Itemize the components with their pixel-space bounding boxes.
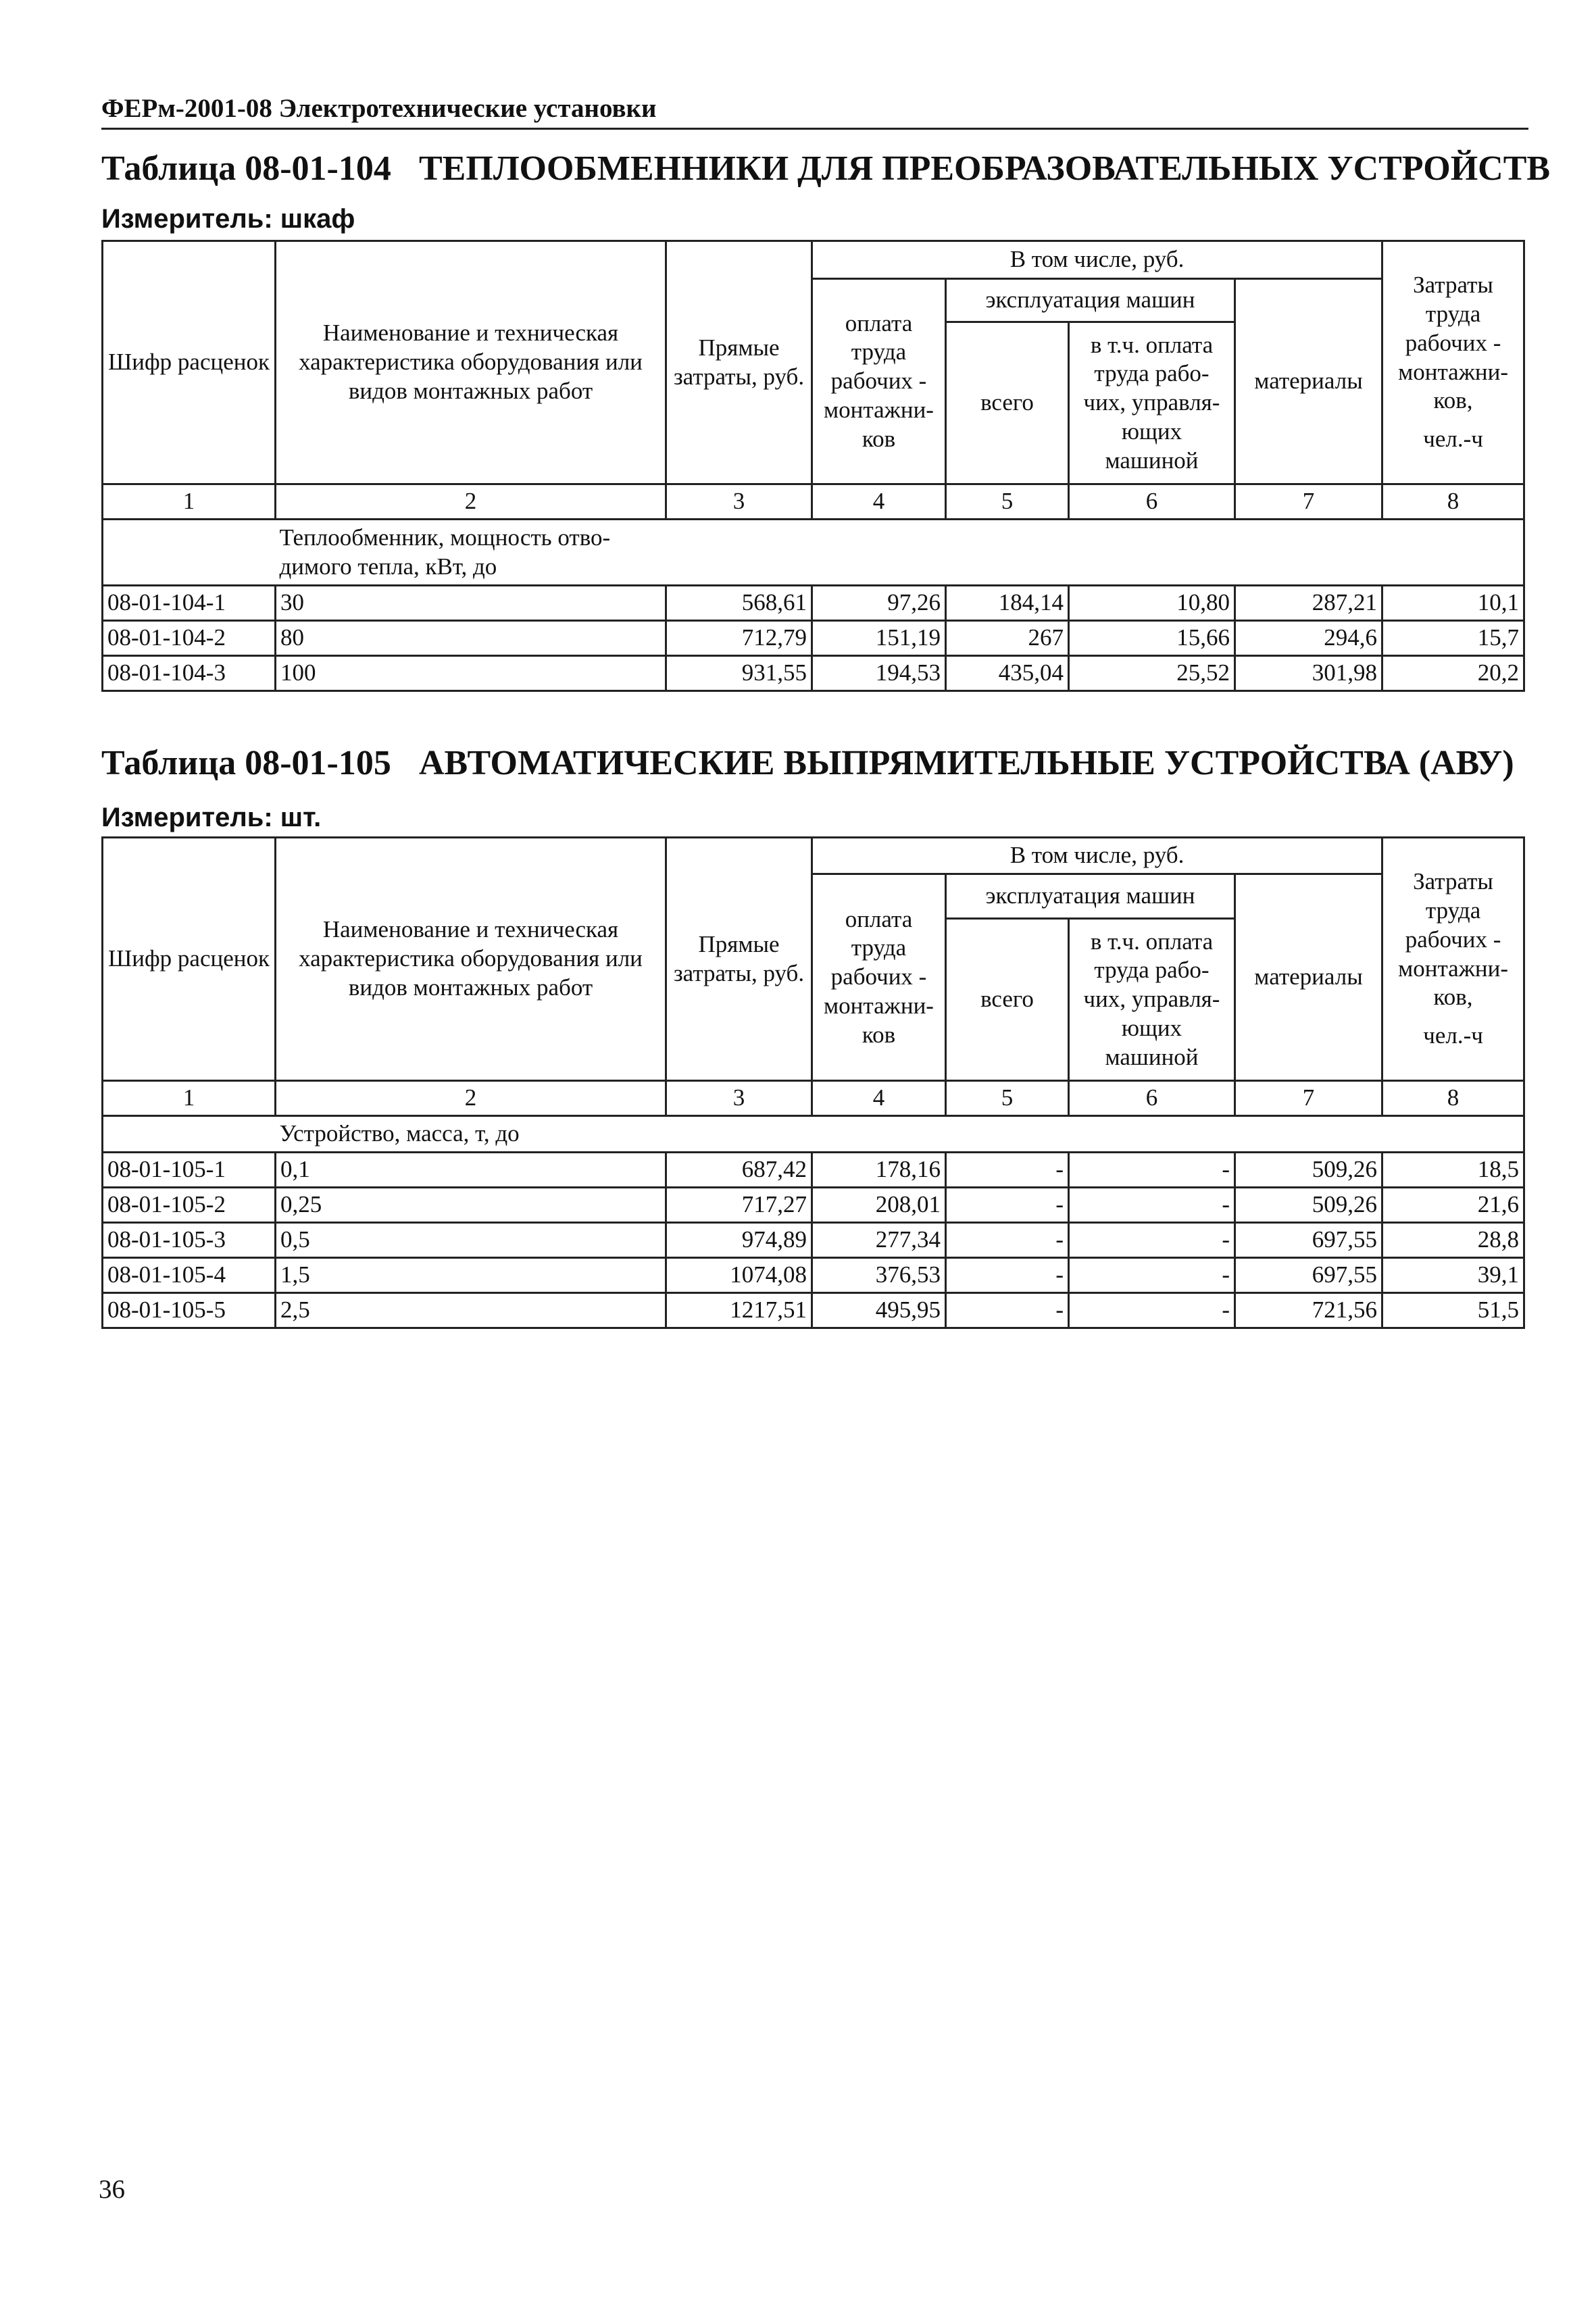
cell-machines-total: - xyxy=(946,1293,1069,1328)
header-machines-labor: в т.ч. оплата труда рабо-чих, управля-ющих машиной xyxy=(1069,322,1235,484)
cell-materials: 287,21 xyxy=(1235,586,1382,621)
table-104-number: Таблица 08-01-104 xyxy=(101,149,391,188)
header-direct: Прямые затраты, руб. xyxy=(666,838,812,1081)
cell-labor: 51,5 xyxy=(1382,1293,1524,1328)
cell-materials: 697,55 xyxy=(1235,1258,1382,1293)
cell-workers: 151,19 xyxy=(812,621,946,656)
table-105-title xyxy=(101,743,1528,783)
header-direct: Прямые затраты, руб. xyxy=(666,241,812,484)
section-label-text: Теплообменник, мощность отво-димого тепла, кВт, до xyxy=(279,524,611,580)
header-machines-total: всего xyxy=(946,322,1069,484)
cell-code: 08-01-104-2 xyxy=(103,621,276,656)
page-header: ФЕРм-2001-08 Электротехнические установки xyxy=(101,93,1528,130)
cell-code: 08-01-104-3 xyxy=(103,656,276,691)
table-row xyxy=(103,1258,1524,1293)
cell-name: 1,5 xyxy=(276,1258,666,1293)
cell-machines-labor: - xyxy=(1069,1188,1235,1223)
cell-labor: 39,1 xyxy=(1382,1258,1524,1293)
cell-code: 08-01-105-5 xyxy=(103,1293,276,1328)
cell-labor: 28,8 xyxy=(1382,1223,1524,1258)
index-4: 4 xyxy=(812,484,946,520)
section-label: Устройство, масса, т, до xyxy=(276,1116,1524,1153)
header-labor-text: Затраты труда рабочих - монтажни-ков, xyxy=(1398,272,1509,414)
cell-materials: 697,55 xyxy=(1235,1223,1382,1258)
cell-labor: 21,6 xyxy=(1382,1188,1524,1223)
table-105 xyxy=(101,836,1525,1329)
header-machines-labor: в т.ч. оплата труда рабо-чих, управля-ющих машиной xyxy=(1069,919,1235,1081)
cell-code: 08-01-105-4 xyxy=(103,1258,276,1293)
header-machines: эксплуатация машин xyxy=(946,874,1235,919)
cell-workers: 376,53 xyxy=(812,1258,946,1293)
cell-machines-labor: 10,80 xyxy=(1069,586,1235,621)
cell-workers: 208,01 xyxy=(812,1188,946,1223)
cell-machines-labor: 15,66 xyxy=(1069,621,1235,656)
table-104-title xyxy=(101,149,1551,188)
section-spacer xyxy=(103,520,276,586)
cell-name: 30 xyxy=(276,586,666,621)
cell-code: 08-01-104-1 xyxy=(103,586,276,621)
table-row xyxy=(103,656,1524,691)
cell-name: 0,25 xyxy=(276,1188,666,1223)
cell-labor: 20,2 xyxy=(1382,656,1524,691)
cell-name: 0,5 xyxy=(276,1223,666,1258)
cell-machines-labor: - xyxy=(1069,1293,1235,1328)
cell-machines-labor: - xyxy=(1069,1153,1235,1188)
table-row xyxy=(103,621,1524,656)
cell-workers: 178,16 xyxy=(812,1153,946,1188)
table-row xyxy=(103,586,1524,621)
header-code: Шифр расценок xyxy=(103,241,276,484)
cell-machines-total: - xyxy=(946,1223,1069,1258)
cell-direct: 974,89 xyxy=(666,1223,812,1258)
index-5: 5 xyxy=(946,1081,1069,1116)
table-row xyxy=(103,1153,1524,1188)
cell-machines-total: - xyxy=(946,1258,1069,1293)
cell-machines-labor: 25,52 xyxy=(1069,656,1235,691)
cell-code: 08-01-105-2 xyxy=(103,1188,276,1223)
cell-direct: 568,61 xyxy=(666,586,812,621)
header-including: В том числе, руб. xyxy=(812,241,1382,279)
header-machines-total: всего xyxy=(946,919,1069,1081)
cell-direct: 1217,51 xyxy=(666,1293,812,1328)
cell-materials: 721,56 xyxy=(1235,1293,1382,1328)
table-104 xyxy=(101,240,1525,692)
cell-machines-total: 184,14 xyxy=(946,586,1069,621)
page-number: 36 xyxy=(99,2175,125,2204)
table-row xyxy=(103,1293,1524,1328)
header-machines: эксплуатация машин xyxy=(946,279,1235,322)
cell-direct: 687,42 xyxy=(666,1153,812,1188)
cell-name: 2,5 xyxy=(276,1293,666,1328)
header-materials: материалы xyxy=(1235,874,1382,1081)
header-labor-unit: чел.-ч xyxy=(1423,1022,1483,1049)
table-row xyxy=(103,1223,1524,1258)
index-2: 2 xyxy=(276,1081,666,1116)
cell-name: 0,1 xyxy=(276,1153,666,1188)
cell-direct: 931,55 xyxy=(666,656,812,691)
header-name: Наименование и техническая характеристика оборудования или видов монтажных работ xyxy=(276,241,666,484)
index-1: 1 xyxy=(103,1081,276,1116)
header-labor xyxy=(1382,838,1524,1081)
section-spacer xyxy=(103,1116,276,1153)
cell-code: 08-01-105-1 xyxy=(103,1153,276,1188)
index-1: 1 xyxy=(103,484,276,520)
index-7: 7 xyxy=(1235,484,1382,520)
cell-machines-total: - xyxy=(946,1153,1069,1188)
cell-machines-labor: - xyxy=(1069,1223,1235,1258)
cell-machines-labor: - xyxy=(1069,1258,1235,1293)
index-3: 3 xyxy=(666,484,812,520)
header-workers: оплата труда рабочих - монтажни-ков xyxy=(812,874,946,1081)
cell-machines-total: 267 xyxy=(946,621,1069,656)
table-105-measure: Измеритель: шт. xyxy=(101,803,322,832)
section-label xyxy=(276,520,1524,586)
cell-materials: 509,26 xyxy=(1235,1188,1382,1223)
table-105-heading: АВТОМАТИЧЕСКИЕ ВЫПРЯМИТЕЛЬНЫЕ УСТРОЙСТВА (АВУ) xyxy=(419,744,1514,782)
cell-labor: 10,1 xyxy=(1382,586,1524,621)
index-6: 6 xyxy=(1069,484,1235,520)
header-name: Наименование и техническая характеристика оборудования или видов монтажных работ xyxy=(276,838,666,1081)
table-104-measure: Измеритель: шкаф xyxy=(101,204,355,234)
cell-materials: 509,26 xyxy=(1235,1153,1382,1188)
table-105-number: Таблица 08-01-105 xyxy=(101,744,391,782)
index-6: 6 xyxy=(1069,1081,1235,1116)
index-8: 8 xyxy=(1382,484,1524,520)
header-code: Шифр расценок xyxy=(103,838,276,1081)
index-2: 2 xyxy=(276,484,666,520)
header-labor-unit: чел.-ч xyxy=(1423,425,1483,452)
index-5: 5 xyxy=(946,484,1069,520)
cell-materials: 294,6 xyxy=(1235,621,1382,656)
header-including: В том числе, руб. xyxy=(812,838,1382,874)
cell-name: 100 xyxy=(276,656,666,691)
cell-machines-total: 435,04 xyxy=(946,656,1069,691)
cell-direct: 712,79 xyxy=(666,621,812,656)
cell-workers: 495,95 xyxy=(812,1293,946,1328)
cell-machines-total: - xyxy=(946,1188,1069,1223)
index-8: 8 xyxy=(1382,1081,1524,1116)
header-materials: материалы xyxy=(1235,279,1382,484)
cell-labor: 18,5 xyxy=(1382,1153,1524,1188)
index-4: 4 xyxy=(812,1081,946,1116)
header-labor xyxy=(1382,241,1524,484)
table-row xyxy=(103,1188,1524,1223)
cell-materials: 301,98 xyxy=(1235,656,1382,691)
cell-direct: 1074,08 xyxy=(666,1258,812,1293)
index-3: 3 xyxy=(666,1081,812,1116)
cell-workers: 97,26 xyxy=(812,586,946,621)
cell-workers: 194,53 xyxy=(812,656,946,691)
cell-direct: 717,27 xyxy=(666,1188,812,1223)
cell-name: 80 xyxy=(276,621,666,656)
table-104-heading: ТЕПЛООБМЕННИКИ ДЛЯ ПРЕОБРАЗОВАТЕЛЬНЫХ УСТРОЙСТВ xyxy=(419,149,1551,188)
cell-labor: 15,7 xyxy=(1382,621,1524,656)
cell-workers: 277,34 xyxy=(812,1223,946,1258)
index-7: 7 xyxy=(1235,1081,1382,1116)
header-workers: оплата труда рабочих - монтажни-ков xyxy=(812,279,946,484)
cell-code: 08-01-105-3 xyxy=(103,1223,276,1258)
header-labor-text: Затраты труда рабочих - монтажни-ков, xyxy=(1398,868,1509,1011)
